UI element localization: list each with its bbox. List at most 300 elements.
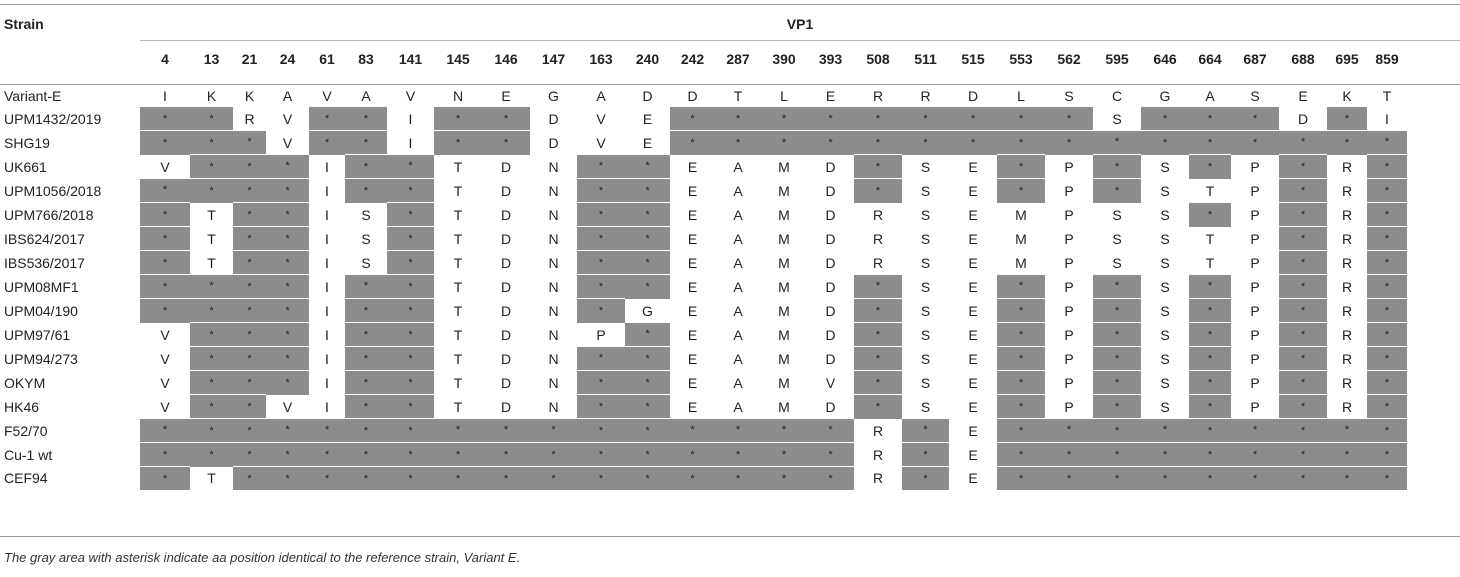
strain-name: UPM94/273 [4,350,78,367]
residue-cell: * [345,107,387,131]
residue-cell: * [1231,107,1279,131]
residue-cell: * [949,131,997,155]
residue-cell: E [642,110,653,127]
table-row [0,275,1407,299]
residue-cell: V [160,326,170,343]
residue-cell: R [1341,374,1353,391]
residue-cell: R [244,110,255,127]
residue-cell: T [733,87,743,104]
residue-cell: * [387,179,434,203]
residue-cell: N [548,182,559,199]
residue-cell: * [1279,299,1327,323]
header-bottom-rule [0,84,1460,85]
residue-cell: S [361,230,371,247]
residue-cell: * [530,467,577,491]
residue-cell: * [902,131,949,155]
vp1-group-header: VP1 [786,16,814,32]
residue-cell: S [920,182,931,199]
residue-cell: N [548,230,559,247]
residue-cell: * [233,179,266,203]
residue-cell: * [577,299,625,323]
residue-cell: * [266,227,309,251]
strain-name: F52/70 [4,422,48,439]
position-header: 646 [1153,50,1177,67]
residue-cell: S [361,254,371,271]
residue-cell: L [1017,87,1025,104]
residue-cell: E [687,230,698,247]
residue-cell: P [1064,302,1074,319]
position-header: 146 [494,50,518,67]
residue-cell: * [345,323,387,347]
residue-cell: * [625,251,670,275]
residue-cell: * [233,467,266,491]
residue-cell: N [548,254,559,271]
residue-cell: * [434,419,482,443]
residue-cell: V [282,134,293,151]
residue-cell: * [1093,395,1141,419]
residue-cell: K [244,87,255,104]
residue-cell: K [206,87,217,104]
residue-cell: * [1327,443,1367,467]
residue-cell: V [405,87,416,104]
residue-cell: S [920,278,931,295]
residue-cell: * [854,275,902,299]
residue-cell: * [854,179,902,203]
residue-cell: * [1279,323,1327,347]
residue-cell: E [687,302,698,319]
table-row [0,395,1407,419]
residue-cell: * [949,107,997,131]
residue-cell: * [190,419,233,443]
residue-cell: * [1189,371,1231,395]
residue-cell: * [1093,467,1141,491]
position-header: 145 [446,50,470,67]
residue-cell: C [1111,87,1123,104]
residue-cell: * [997,347,1045,371]
table-footnote: The gray area with asterisk indicate aa position identical to the reference strain, Variant E. [4,550,521,565]
residue-cell: M [1015,206,1027,223]
residue-cell: * [345,371,387,395]
residue-cell: I [325,230,329,247]
residue-cell: V [322,87,332,104]
residue-cell: * [1367,299,1407,323]
residue-cell: * [625,419,670,443]
residue-cell: * [233,203,266,227]
residue-cell: * [140,467,190,491]
residue-cell: I [325,374,329,391]
residue-cell: * [1231,131,1279,155]
residue-cell: * [1367,275,1407,299]
residue-cell: * [1045,467,1093,491]
residue-cell: * [625,467,670,491]
residue-cell: R [1341,350,1353,367]
residue-cell: * [1189,467,1231,491]
residue-cell: * [1093,275,1141,299]
alignment-table [0,48,1407,490]
position-header: 4 [161,50,169,67]
residue-cell: G [642,302,653,319]
residue-cell: A [733,254,743,271]
residue-cell: N [548,206,559,223]
residue-cell: N [548,278,559,295]
residue-cell: * [387,347,434,371]
residue-cell: P [1064,350,1074,367]
residue-cell: * [190,131,233,155]
residue-cell: R [1341,158,1353,175]
residue-cell: R [872,422,884,439]
position-header: 147 [541,50,566,67]
strain-name: UPM766/2018 [4,206,94,223]
residue-cell: E [968,206,978,223]
residue-cell: * [482,131,530,155]
residue-cell: * [266,419,309,443]
residue-cell: P [1250,350,1260,367]
residue-cell: * [1045,443,1093,467]
residue-cell: * [670,107,715,131]
residue-cell: D [500,350,512,367]
residue-cell: M [778,398,790,415]
residue-cell: E [687,206,698,223]
strain-column-header: Strain [4,16,44,32]
residue-cell: * [266,299,309,323]
residue-cell: T [1205,254,1215,271]
residue-cell: * [997,275,1045,299]
residue-cell: A [361,87,371,104]
residue-cell: P [1250,158,1260,175]
residue-cell: * [345,155,387,179]
residue-cell: S [1064,87,1074,104]
residue-cell: A [733,326,743,343]
residue-cell: D [825,326,836,343]
residue-cell: * [140,107,190,131]
residue-cell: D [500,326,512,343]
residue-cell: * [530,419,577,443]
table-row [0,371,1407,395]
residue-cell: E [968,230,978,247]
residue-cell: * [190,107,233,131]
strain-name: SHG19 [4,134,50,151]
residue-cell: D [500,206,512,223]
residue-cell: T [453,398,463,415]
residue-cell: * [1279,419,1327,443]
residue-cell: R [1341,326,1353,343]
strain-name: IBS624/2017 [4,230,85,247]
residue-cell: * [233,347,266,371]
residue-cell: * [140,419,190,443]
residue-cell: * [1367,251,1407,275]
residue-cell: * [625,371,670,395]
residue-cell: T [453,326,463,343]
residue-cell: * [1231,419,1279,443]
residue-cell: V [160,374,170,391]
residue-cell: E [825,87,836,104]
residue-cell: P [1250,230,1260,247]
residue-cell: E [501,87,511,104]
residue-cell: * [387,419,434,443]
residue-cell: * [1093,131,1141,155]
position-header: 21 [241,50,258,67]
residue-cell: R [872,446,884,463]
residue-cell: * [387,395,434,419]
position-header: 664 [1198,50,1222,67]
strain-name: OKYM [4,374,46,391]
residue-cell: D [500,158,512,175]
residue-cell: D [500,398,512,415]
residue-cell: E [968,422,978,439]
residue-cell: S [1160,350,1170,367]
residue-cell: P [1064,182,1074,199]
residue-cell: * [1327,419,1367,443]
residue-cell: P [1250,182,1260,199]
residue-cell: * [577,371,625,395]
residue-cell: T [453,254,463,271]
residue-cell: * [1367,203,1407,227]
residue-cell: S [1160,326,1170,343]
residue-cell: * [1141,131,1189,155]
residue-cell: A [733,182,743,199]
residue-cell: S [1112,254,1122,271]
residue-cell: * [190,275,233,299]
residue-cell: R [872,230,884,247]
position-header: 61 [319,50,335,67]
residue-cell: S [1160,182,1170,199]
residue-cell: T [207,230,216,247]
residue-cell: * [761,107,807,131]
residue-cell: * [1327,131,1367,155]
residue-cell: * [997,179,1045,203]
residue-cell: * [761,131,807,155]
residue-cell: * [1279,251,1327,275]
residue-cell: R [1341,398,1353,415]
residue-cell: S [1112,230,1122,247]
position-header: 163 [589,50,613,67]
residue-cell: * [577,203,625,227]
residue-cell: * [1045,419,1093,443]
position-header: 595 [1105,50,1129,67]
residue-cell: R [1341,302,1353,319]
residue-cell: N [548,350,559,367]
residue-cell: * [1141,467,1189,491]
residue-cell: * [140,251,190,275]
residue-cell: * [1141,443,1189,467]
strain-name: UPM97/61 [4,326,71,343]
position-header: 688 [1291,50,1315,67]
residue-cell: * [190,323,233,347]
residue-cell: T [1205,230,1215,247]
residue-cell: E [687,398,698,415]
residue-cell: * [1093,347,1141,371]
residue-cell: * [761,467,807,491]
residue-cell: D [500,374,512,391]
residue-cell: * [434,443,482,467]
residue-cell: * [854,395,902,419]
residue-cell: * [997,299,1045,323]
residue-cell: P [1064,254,1074,271]
residue-cell: * [997,419,1045,443]
position-header: 508 [866,50,890,67]
residue-cell: D [500,302,512,319]
residue-cell: * [233,131,266,155]
position-header: 287 [726,50,750,67]
residue-cell: * [761,443,807,467]
residue-cell: E [968,254,978,271]
residue-cell: * [309,419,345,443]
residue-cell: * [1327,467,1367,491]
residue-cell: M [778,326,790,343]
residue-cell: * [625,443,670,467]
residue-cell: * [266,347,309,371]
residue-cell: A [596,87,606,104]
residue-cell: P [1250,374,1260,391]
residue-cell: S [1160,278,1170,295]
residue-cell: * [807,107,854,131]
residue-cell: * [1279,275,1327,299]
residue-cell: * [434,467,482,491]
residue-cell: D [642,87,653,104]
residue-cell: * [233,395,266,419]
residue-cell: R [1341,182,1353,199]
strain-name: HK46 [4,398,40,415]
residue-cell: R [1341,230,1353,247]
residue-cell: * [1279,347,1327,371]
residue-cell: * [1327,107,1367,131]
residue-cell: S [1250,87,1260,104]
residue-cell: * [387,371,434,395]
residue-cell: P [1064,326,1074,343]
residue-cell: * [1189,155,1231,179]
residue-cell: * [387,227,434,251]
position-header: 390 [772,50,796,67]
residue-cell: * [1093,323,1141,347]
residue-cell: D [825,230,836,247]
residue-cell: * [266,467,309,491]
residue-cell: * [1141,419,1189,443]
strain-name: CEF94 [4,470,48,487]
residue-cell: * [190,347,233,371]
table-row [0,203,1407,227]
residue-cell: * [482,107,530,131]
residue-cell: * [1093,155,1141,179]
residue-cell: I [325,278,329,295]
residue-cell: * [1367,395,1407,419]
residue-cell: S [920,206,931,223]
residue-cell: * [1367,179,1407,203]
residue-cell: * [625,155,670,179]
residue-cell: D [825,350,836,367]
residue-cell: * [309,131,345,155]
residue-cell: * [854,107,902,131]
residue-cell: * [345,131,387,155]
residue-cell: P [1064,278,1074,295]
residue-cell: M [778,350,790,367]
residue-cell: E [968,446,978,463]
residue-cell: * [997,107,1045,131]
residue-cell: E [968,158,978,175]
residue-cell: * [345,443,387,467]
residue-cell: M [778,254,790,271]
residue-cell: T [453,278,463,295]
residue-cell: * [1189,419,1231,443]
residue-cell: P [1064,230,1074,247]
table-row [0,347,1407,371]
strain-name: UPM1432/2019 [4,110,102,127]
residue-cell: * [387,299,434,323]
residue-cell: S [920,398,931,415]
residue-cell: N [548,158,559,175]
residue-cell: * [997,155,1045,179]
residue-cell: I [408,110,413,127]
residue-cell: I [325,398,329,415]
residue-cell: V [160,350,170,367]
residue-cell: * [1093,419,1141,443]
residue-cell: M [778,278,790,295]
residue-cell: I [325,158,329,175]
residue-cell: V [282,110,293,127]
residue-cell: * [1189,107,1231,131]
residue-cell: * [1367,419,1407,443]
residue-cell: * [1093,299,1141,323]
residue-cell: V [160,158,170,175]
residue-cell: * [1045,131,1093,155]
table-row [0,323,1407,347]
residue-cell: T [453,182,463,199]
strain-name: UPM04/190 [4,302,78,319]
residue-cell: * [345,419,387,443]
residue-cell: * [387,203,434,227]
residue-cell: S [1160,254,1170,271]
residue-cell: P [1250,254,1260,271]
residue-cell: M [778,182,790,199]
table-bottom-rule [0,536,1460,537]
residue-cell: * [1189,395,1231,419]
residue-cell: D [967,87,979,104]
residue-cell: * [345,395,387,419]
residue-cell: * [233,299,266,323]
table-row [0,155,1407,179]
table-row [0,467,1407,491]
residue-cell: D [548,134,559,151]
residue-cell: * [140,275,190,299]
residue-cell: A [733,350,743,367]
residue-cell: * [715,443,761,467]
residue-cell: * [309,467,345,491]
residue-cell: * [1279,131,1327,155]
residue-cell: K [1342,87,1352,104]
position-header: 553 [1009,50,1033,67]
residue-cell: N [548,326,559,343]
residue-cell: A [733,158,743,175]
residue-cell: * [807,443,854,467]
residue-cell: * [1093,443,1141,467]
residue-cell: R [920,87,931,104]
residue-cell: E [968,350,978,367]
residue-cell: * [233,251,266,275]
residue-cell: * [902,467,949,491]
residue-cell: * [761,419,807,443]
residue-cell: * [1093,179,1141,203]
residue-cell: M [778,302,790,319]
residue-cell: * [233,371,266,395]
residue-cell: D [825,278,836,295]
residue-cell: * [1279,203,1327,227]
residue-cell: A [733,398,743,415]
residue-cell: T [453,350,463,367]
table-row [0,299,1407,323]
residue-cell: E [1298,87,1308,104]
residue-cell: S [920,302,931,319]
residue-cell: S [920,374,931,391]
residue-cell: V [596,134,606,151]
